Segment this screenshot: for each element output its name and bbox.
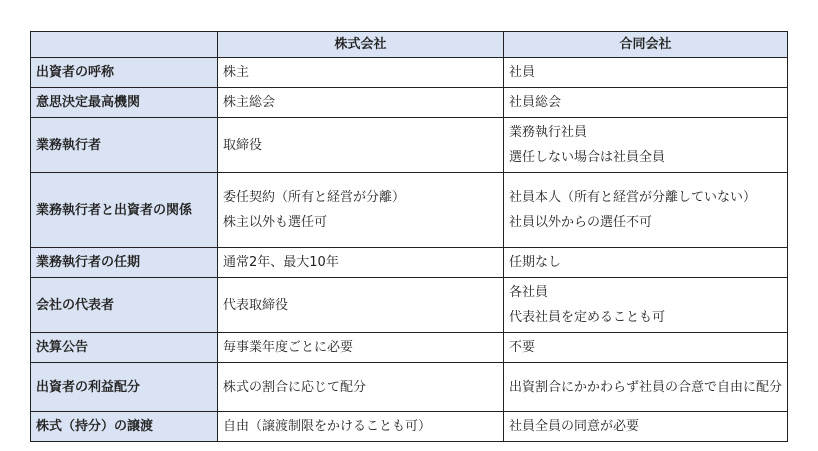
cell-text: 業務執行社員	[509, 125, 588, 140]
table-row	[31, 118, 788, 173]
cell-text: 各社員	[509, 285, 549, 300]
cell-text: 社員本人（所有と経営が分離していない）	[509, 190, 757, 205]
godo-cell	[504, 333, 788, 363]
cell-text: 株主以外も選任可	[223, 215, 328, 230]
godo-cell	[504, 248, 788, 278]
cell-text: 出資割合にかかわらず社員の合意で自由に配分	[509, 379, 783, 395]
godo-cell	[504, 412, 788, 442]
kabushiki-cell	[218, 333, 504, 363]
kabushiki-cell	[218, 363, 504, 412]
cell-text: 任期なし	[509, 255, 562, 270]
table-row	[31, 363, 788, 412]
kabushiki-cell	[218, 248, 504, 278]
cell-text: 通常2年、最大10年	[223, 255, 339, 270]
kabushiki-cell	[218, 58, 504, 88]
table-row	[31, 248, 788, 278]
cell-text: 株主総会	[223, 95, 276, 110]
row-label: 業務執行者と出資者の関係	[31, 173, 218, 248]
cell-text: 社員	[509, 65, 536, 80]
kabushiki-cell	[218, 88, 504, 118]
header-row	[31, 32, 788, 58]
table-row	[31, 58, 788, 88]
table-row	[31, 278, 788, 333]
godo-cell	[504, 58, 788, 88]
row-label: 意思決定最高機関	[31, 88, 218, 118]
cell-text: 社員以外からの選任不可	[509, 215, 653, 230]
row-label: 業務執行者の任期	[31, 248, 218, 278]
cell-text: 株主	[223, 65, 250, 80]
kabushiki-cell	[218, 412, 504, 442]
cell-text: 社員総会	[509, 95, 562, 110]
kabushiki-cell	[218, 118, 504, 173]
header-corner-cell	[31, 32, 218, 58]
kabushiki-cell	[218, 278, 504, 333]
cell-text: 毎事業年度ごとに必要	[223, 340, 354, 355]
godo-cell	[504, 363, 788, 412]
table-row	[31, 173, 788, 248]
cell-text: 株式の割合に応じて配分	[223, 379, 367, 395]
kabushiki-cell	[218, 173, 504, 248]
row-label: 株式（持分）の譲渡	[31, 412, 218, 442]
table-row	[31, 412, 788, 442]
cell-text: 代表社員を定めることも可	[509, 310, 666, 325]
comparison-table	[30, 31, 788, 442]
cell-text: 選任しない場合は社員全員	[509, 150, 666, 165]
cell-text: 不要	[509, 340, 536, 355]
cell-text: 代表取締役	[223, 297, 289, 313]
godo-cell	[504, 88, 788, 118]
row-label: 会社の代表者	[31, 278, 218, 333]
row-label: 決算公告	[31, 333, 218, 363]
row-label: 出資者の利益配分	[31, 363, 218, 412]
row-label: 業務執行者	[31, 118, 218, 173]
godo-cell	[504, 173, 788, 248]
header-godo: 合同会社	[504, 32, 788, 58]
table-row	[31, 88, 788, 118]
table-row	[31, 333, 788, 363]
cell-text: 委任契約（所有と経営が分離）	[223, 190, 406, 205]
row-label: 出資者の呼称	[31, 58, 218, 88]
cell-text: 取締役	[223, 137, 263, 153]
cell-text: 社員全員の同意が必要	[509, 419, 640, 434]
header-kabushiki: 株式会社	[218, 32, 504, 58]
cell-text: 自由（譲渡制限をかけることも可）	[223, 419, 432, 434]
godo-cell	[504, 118, 788, 173]
godo-cell	[504, 278, 788, 333]
